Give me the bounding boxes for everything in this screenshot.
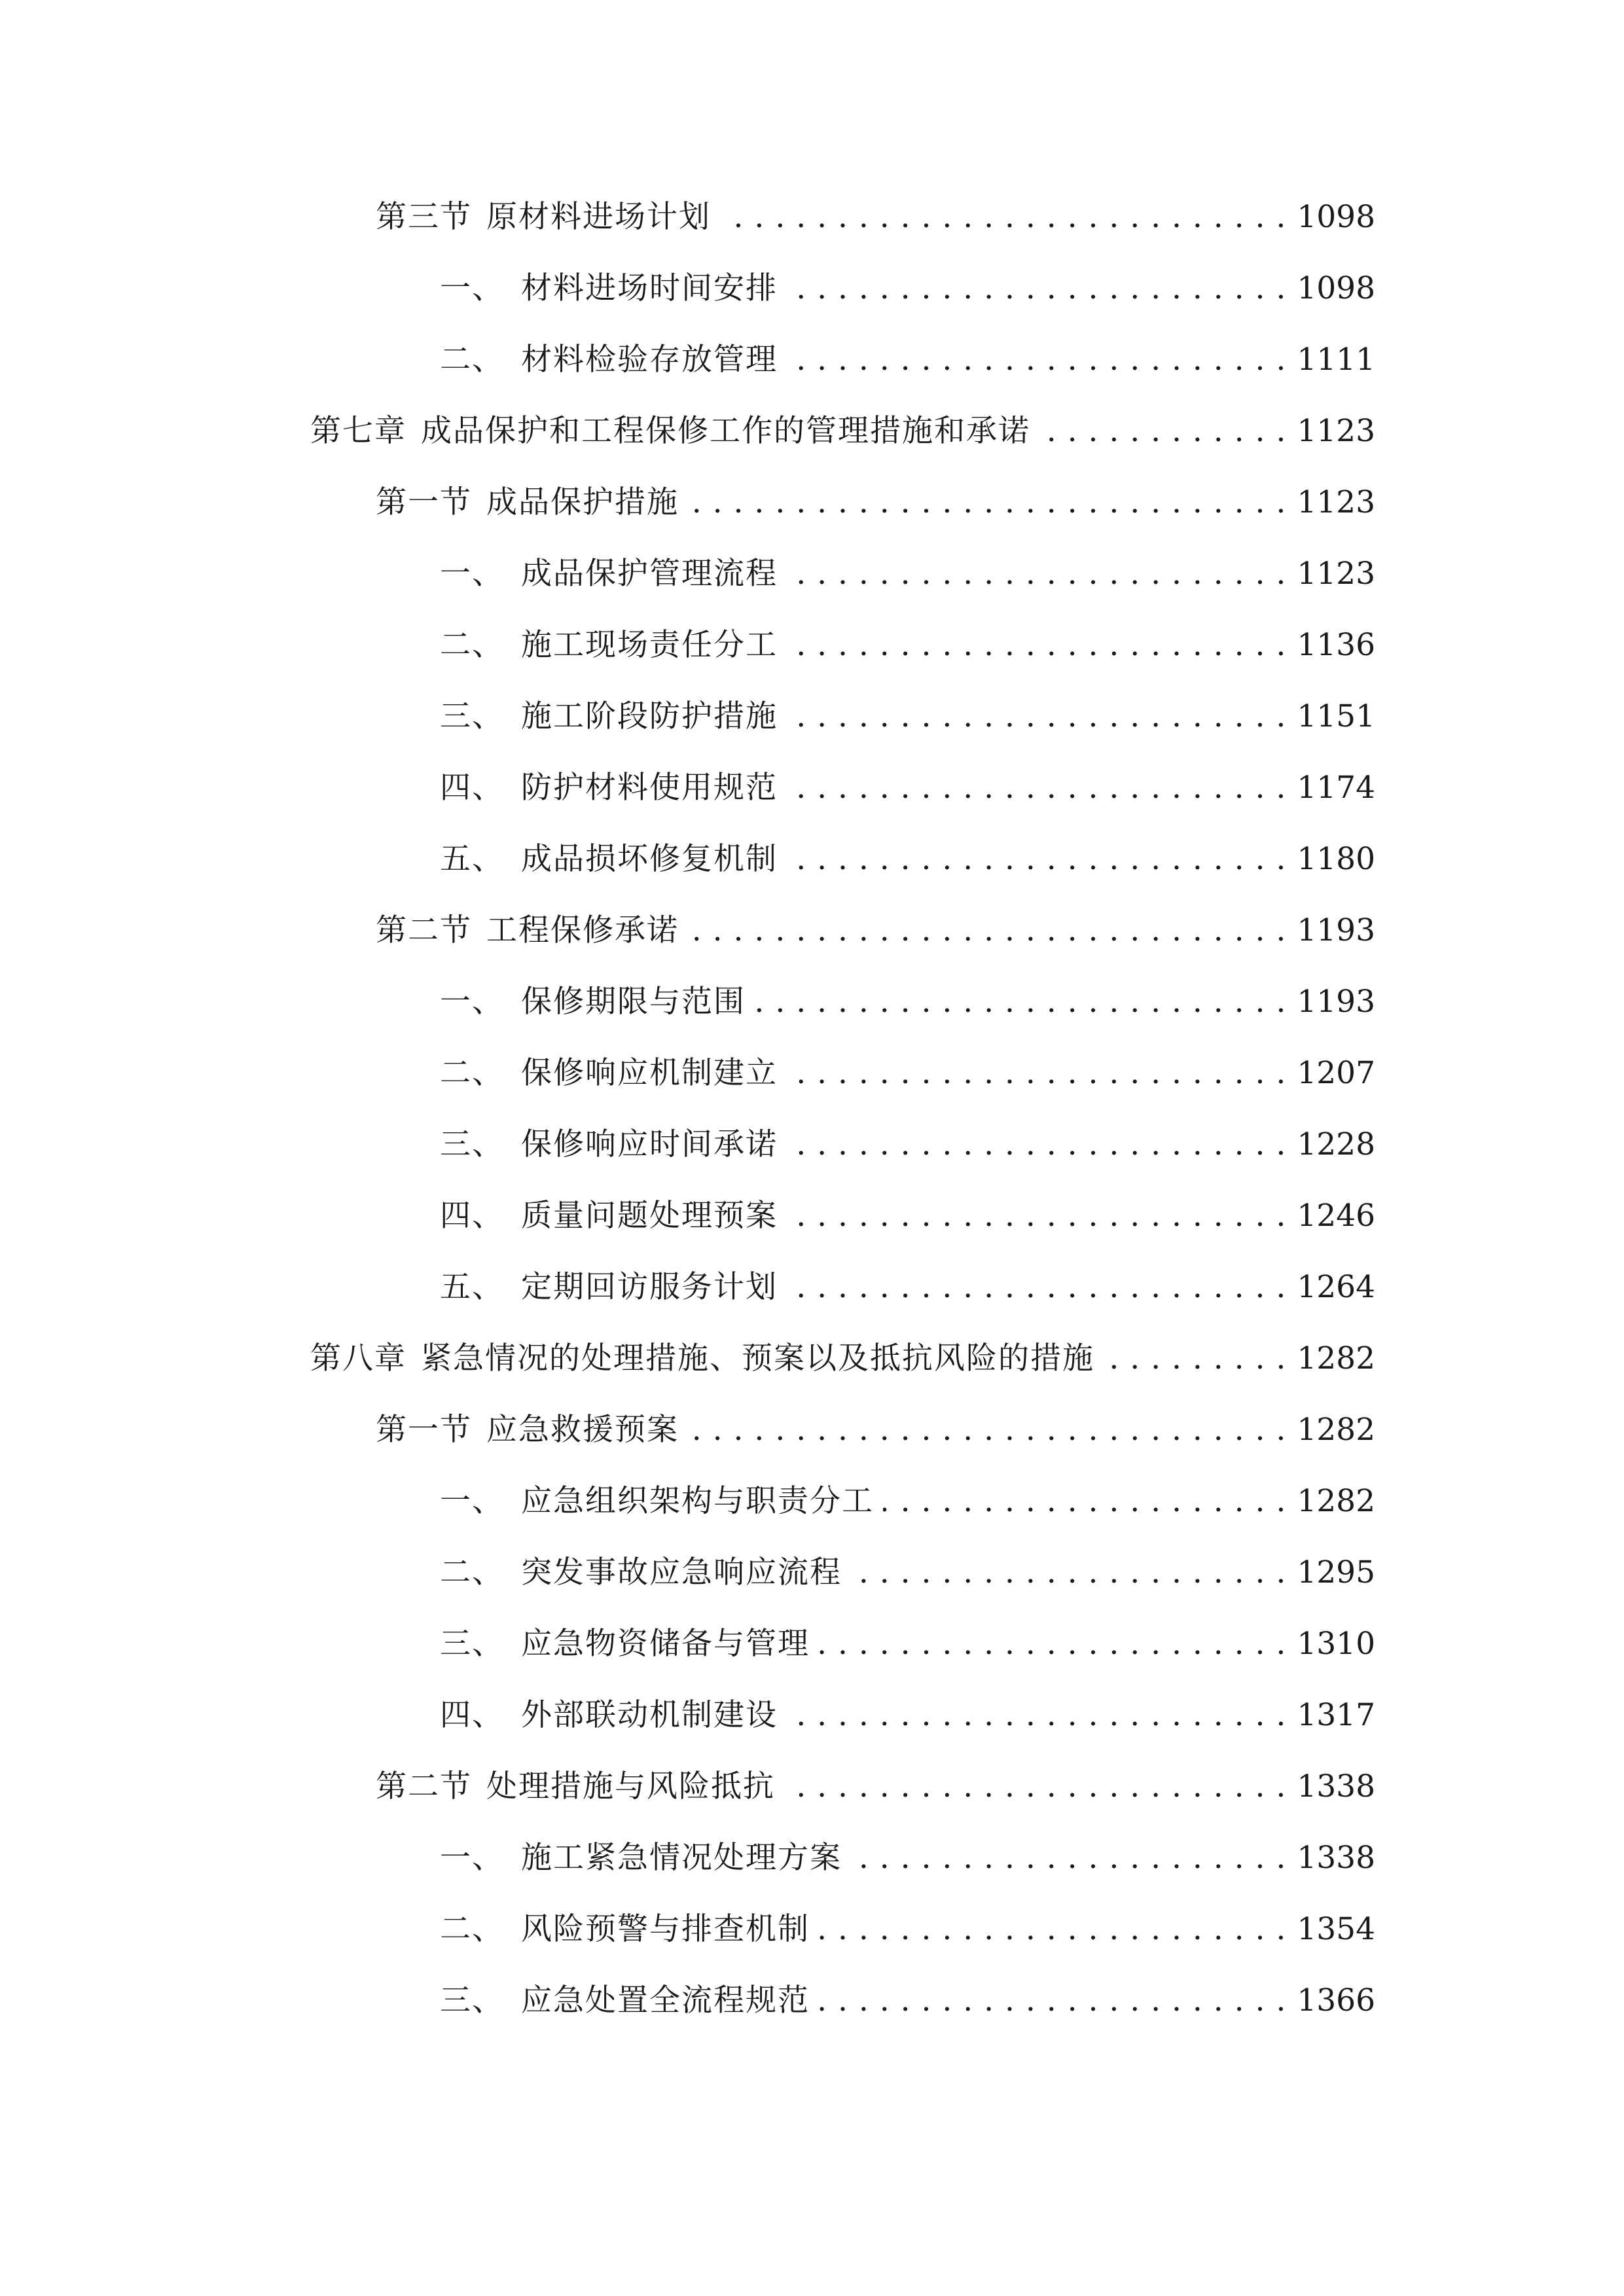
- entry-page-number: 1111: [1297, 342, 1375, 378]
- entry-page-number: 1123: [1297, 556, 1375, 592]
- dot-leader: [883, 1479, 1286, 1524]
- dot-leader: [784, 1764, 1286, 1810]
- entry-page-number: 1193: [1297, 984, 1375, 1020]
- entry-number: 一、: [440, 1483, 504, 1519]
- entry-number: 四、: [440, 1198, 504, 1234]
- entry-number: 五、: [440, 1269, 504, 1305]
- dot-leader: [819, 1978, 1286, 2024]
- toc-entry-section[interactable]: [376, 908, 1375, 954]
- dot-leader: [1039, 408, 1286, 454]
- dot-leader: [787, 694, 1286, 740]
- entry-title: 成品保护和工程保修工作的管理措施和承诺: [421, 413, 1030, 449]
- entry-page-number: 1317: [1297, 1697, 1375, 1733]
- toc-entry-item[interactable]: [440, 1621, 1375, 1667]
- entry-title: 原材料进场计划: [486, 199, 711, 235]
- entry-title: 应急组织架构与职责分工: [521, 1483, 874, 1519]
- toc-entry-item[interactable]: [440, 1693, 1375, 1738]
- entry-page-number: 1123: [1297, 413, 1375, 449]
- toc-entry-item[interactable]: [440, 551, 1375, 597]
- entry-number: 二、: [440, 1055, 504, 1091]
- dot-leader: [688, 908, 1286, 954]
- entry-title: 施工紧急情况处理方案: [521, 1840, 842, 1876]
- entry-number: 第二节: [376, 912, 472, 948]
- dot-leader: [787, 337, 1286, 383]
- entry-number: 四、: [440, 770, 504, 806]
- toc-entry-item[interactable]: [440, 836, 1375, 882]
- dot-leader: [787, 551, 1286, 597]
- dot-leader: [688, 480, 1286, 526]
- entry-page-number: 1282: [1297, 1483, 1375, 1519]
- entry-title: 外部联动机制建设: [521, 1697, 778, 1733]
- entry-title: 材料检验存放管理: [521, 342, 778, 378]
- entry-title: 突发事故应急响应流程: [521, 1554, 842, 1590]
- entry-number: 二、: [440, 1911, 504, 1947]
- entry-page-number: 1193: [1297, 912, 1375, 948]
- toc-entry-item[interactable]: [440, 694, 1375, 740]
- entry-title: 应急处置全流程规范: [521, 1982, 810, 2018]
- entry-page-number: 1282: [1297, 1412, 1375, 1448]
- entry-page-number: 1136: [1297, 627, 1375, 663]
- entry-number: 三、: [440, 698, 504, 734]
- dot-leader: [851, 1835, 1286, 1881]
- entry-page-number: 1354: [1297, 1911, 1375, 1947]
- entry-page-number: 1207: [1297, 1055, 1375, 1091]
- entry-title: 成品保护措施: [486, 484, 679, 520]
- entry-title: 应急救援预案: [486, 1412, 679, 1448]
- dot-leader: [787, 836, 1286, 882]
- toc-entry-section[interactable]: [376, 480, 1375, 526]
- toc-entry-section[interactable]: [376, 194, 1375, 240]
- entry-page-number: 1246: [1297, 1198, 1375, 1234]
- entry-page-number: 1098: [1297, 199, 1375, 235]
- entry-page-number: 1151: [1297, 698, 1375, 734]
- entry-page-number: 1174: [1297, 770, 1375, 806]
- entry-page-number: 1310: [1297, 1626, 1375, 1662]
- entry-title: 紧急情况的处理措施、预案以及抵抗风险的措施: [421, 1340, 1094, 1376]
- entry-number: 一、: [440, 1840, 504, 1876]
- entry-page-number: 1123: [1297, 484, 1375, 520]
- entry-title: 保修期限与范围: [521, 984, 746, 1020]
- entry-number: 第八章: [310, 1340, 406, 1376]
- dot-leader: [819, 1621, 1286, 1667]
- dot-leader: [787, 1193, 1286, 1239]
- entry-title: 保修响应时间承诺: [521, 1126, 778, 1162]
- toc-entry-item[interactable]: [440, 1835, 1375, 1881]
- dot-leader: [720, 194, 1286, 240]
- entry-page-number: 1180: [1297, 841, 1375, 877]
- entry-title: 定期回访服务计划: [521, 1269, 778, 1305]
- entry-title: 质量问题处理预案: [521, 1198, 778, 1234]
- entry-number: 三、: [440, 1982, 504, 2018]
- entry-number: 第七章: [310, 413, 406, 449]
- toc-entry-section[interactable]: [376, 1764, 1375, 1810]
- toc-entry-item[interactable]: [440, 1193, 1375, 1239]
- toc-entry-item[interactable]: [440, 1122, 1375, 1168]
- entry-number: 二、: [440, 1554, 504, 1590]
- toc-entry-item[interactable]: [440, 1978, 1375, 2024]
- entry-title: 风险预警与排查机制: [521, 1911, 810, 1947]
- entry-page-number: 1366: [1297, 1982, 1375, 2018]
- toc-entry-item[interactable]: [440, 1050, 1375, 1096]
- toc-entry-item[interactable]: [440, 979, 1375, 1025]
- toc-entry-item[interactable]: [440, 765, 1375, 811]
- toc-entry-item[interactable]: [440, 1550, 1375, 1596]
- dot-leader: [688, 1407, 1286, 1453]
- entry-page-number: 1338: [1297, 1768, 1375, 1804]
- dot-leader: [787, 1693, 1286, 1738]
- dot-leader: [787, 1050, 1286, 1096]
- entry-title: 应急物资储备与管理: [521, 1626, 810, 1662]
- dot-leader: [787, 1265, 1286, 1310]
- entry-number: 一、: [440, 984, 504, 1020]
- dot-leader: [851, 1550, 1286, 1596]
- entry-number: 三、: [440, 1126, 504, 1162]
- toc-entry-item[interactable]: [440, 622, 1375, 668]
- entry-number: 二、: [440, 627, 504, 663]
- dot-leader: [787, 266, 1286, 312]
- entry-title: 材料进场时间安排: [521, 270, 778, 306]
- entry-title: 成品损坏修复机制: [521, 841, 778, 877]
- toc-entry-section[interactable]: [376, 1407, 1375, 1453]
- entry-number: 第三节: [376, 199, 472, 235]
- entry-title: 防护材料使用规范: [521, 770, 778, 806]
- dot-leader: [1104, 1336, 1286, 1382]
- toc-entry-chapter[interactable]: [310, 408, 1375, 454]
- entry-title: 施工现场责任分工: [521, 627, 778, 663]
- dot-leader: [755, 979, 1286, 1025]
- entry-page-number: 1098: [1297, 270, 1375, 306]
- toc-entry-chapter[interactable]: [310, 1336, 1375, 1382]
- entry-page-number: 1338: [1297, 1840, 1375, 1876]
- entry-title: 成品保护管理流程: [521, 556, 778, 592]
- dot-leader: [787, 1122, 1286, 1168]
- entry-number: 五、: [440, 841, 504, 877]
- entry-number: 三、: [440, 1626, 504, 1662]
- entry-number: 第一节: [376, 1412, 472, 1448]
- toc-entry-item[interactable]: [440, 1907, 1375, 1952]
- entry-page-number: 1228: [1297, 1126, 1375, 1162]
- entry-page-number: 1264: [1297, 1269, 1375, 1305]
- entry-page-number: 1295: [1297, 1554, 1375, 1590]
- entry-title: 处理措施与风险抵抗: [486, 1768, 775, 1804]
- entry-number: 四、: [440, 1697, 504, 1733]
- entry-number: 二、: [440, 342, 504, 378]
- entry-page-number: 1282: [1297, 1340, 1375, 1376]
- toc-entry-item[interactable]: [440, 337, 1375, 383]
- toc-entry-item[interactable]: [440, 1479, 1375, 1524]
- entry-number: 一、: [440, 270, 504, 306]
- dot-leader: [819, 1907, 1286, 1952]
- dot-leader: [787, 622, 1286, 668]
- entry-number: 一、: [440, 556, 504, 592]
- toc-entry-item[interactable]: [440, 1265, 1375, 1310]
- entry-title: 保修响应机制建立: [521, 1055, 778, 1091]
- entry-number: 第二节: [376, 1768, 472, 1804]
- toc-entry-item[interactable]: [440, 266, 1375, 312]
- dot-leader: [787, 765, 1286, 811]
- entry-title: 工程保修承诺: [486, 912, 679, 948]
- entry-title: 施工阶段防护措施: [521, 698, 778, 734]
- entry-number: 第一节: [376, 484, 472, 520]
